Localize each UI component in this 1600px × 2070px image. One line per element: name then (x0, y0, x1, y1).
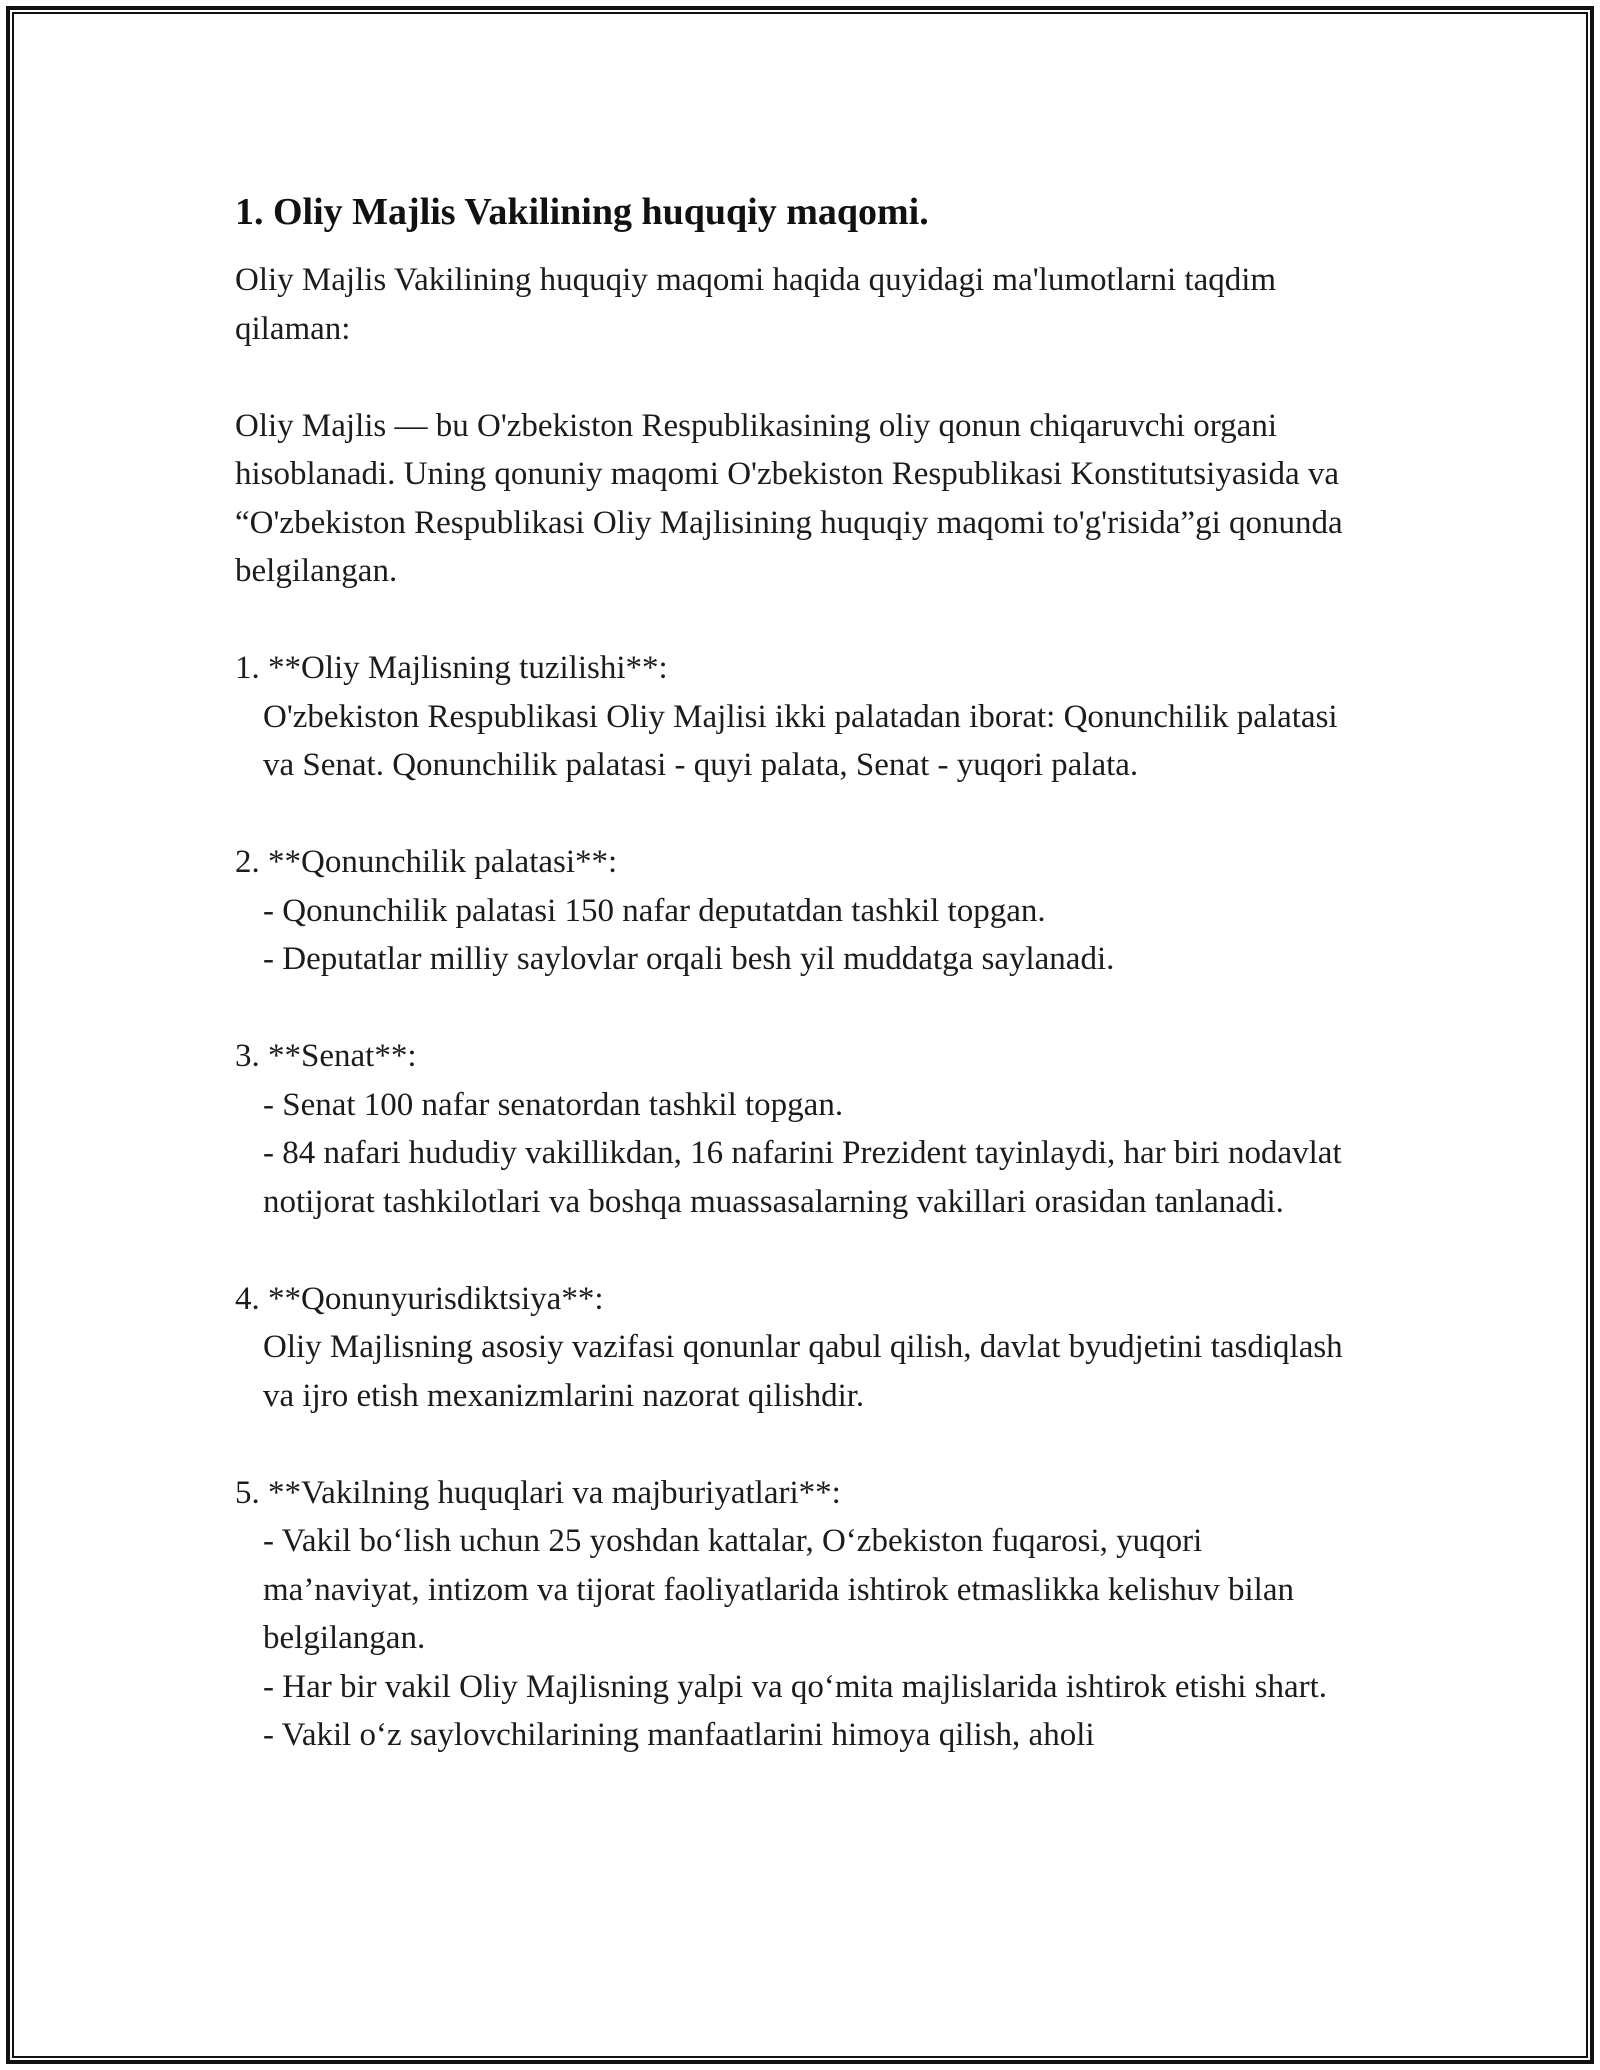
section-heading: 5. **Vakilning huquqlari va majburiyatlari**: (235, 1474, 841, 1511)
section-heading: 2. **Qonunchilik palatasi**: (235, 844, 618, 880)
spacer (235, 1420, 1365, 1469)
section-line: - 84 nafari hududiy vakillikdan, 16 nafarini Prezident tayinlaydi, har biri nodavlat notijorat tashkilotlari va boshqa muassasalarning vakillari orasidan tanlanadi. (263, 1135, 1342, 1220)
section-heading: 3. **Senat**: (235, 1038, 417, 1074)
section-heading: 4. **Qonunyurisdiktsiya**: (235, 1280, 604, 1317)
spacer (235, 984, 1365, 1033)
section-line: - Qonunchilik palatasi 150 nafar deputatdan tashkil topgan. (263, 892, 1046, 929)
section-heading: 1. **Oliy Majlisning tuzilishi**: (235, 650, 668, 686)
spacer (235, 596, 1365, 645)
section-line: O'zbekiston Respublikasi Oliy Majlisi ikki palatadan iborat: Qonunchilik palatasi va Senat. Qonunchilik palatasi - quyi palata, Senat - yuqori palata. (263, 698, 1338, 783)
section-line: - Vakil bo‘lish uchun 25 yoshdan kattalar, O‘zbekiston fuqarosi, yuqori ma’naviyat, intizom va tijorat faoliyatlarida ishtirok etmaslikka kelishuv bilan belgilangan. (263, 1523, 1294, 1656)
spacer (235, 790, 1365, 839)
spacer (235, 1226, 1365, 1275)
section-line: - Vakil o‘z saylovchilarining manfaatlarini himoya qilish, aholi (263, 1717, 1095, 1753)
spacer (235, 353, 1365, 402)
section-line: - Har bir vakil Oliy Majlisning yalpi va qo‘mita majlislarida ishtirok etishi shart. (263, 1668, 1328, 1705)
document-title: 1. Oliy Majlis Vakilining huquqiy maqomi. (235, 191, 929, 233)
document-body (235, 186, 1365, 1760)
intro-paragraph: Oliy Majlis Vakilining huquqiy maqomi haqida quyidagi ma'lumotlarni taqdim qilaman: (235, 262, 1277, 347)
section-line: - Deputatlar milliy saylovlar orqali besh yil muddatga saylanadi. (263, 941, 1115, 977)
section-line: Oliy Majlisning asosiy vazifasi qonunlar qabul qilish, davlat byudjetini tasdiqlash va ijro etish mexanizmlarini nazorat qilishdir. (263, 1329, 1343, 1414)
section-line: - Senat 100 nafar senatordan tashkil topgan. (263, 1086, 844, 1123)
overview-paragraph: Oliy Majlis — bu O'zbekiston Respublikasining oliy qonun chiqaruvchi organi hisoblanadi. Uning qonuniy maqomi O'zbekiston Respublikasi Konstitutsiyasida va “O'zbekiston Respublikasi Oliy Majlisining huquqiy maqomi to'g'risida”gi qonunda belgilangan. (235, 407, 1343, 589)
